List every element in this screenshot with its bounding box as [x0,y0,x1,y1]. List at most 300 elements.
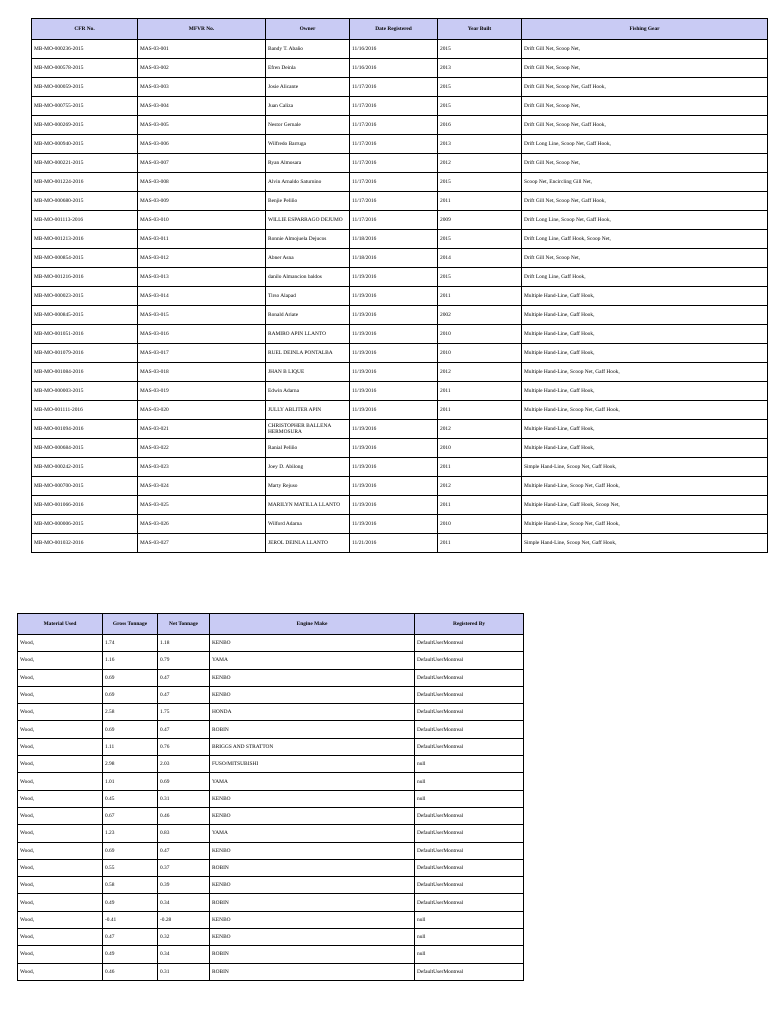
net-tonnage-cell: 0.83 [158,825,210,842]
engine-make-cell: HONDA [210,704,415,721]
date-registered-cell: 11/17/2016 [350,78,438,97]
cfr-no-cell: MB-MO-000755-2015 [32,97,138,116]
registered-by-cell: null [415,911,524,928]
column-header-material-used: Material Used [18,614,103,635]
net-tonnage-cell: 0.39 [158,877,210,894]
gross-tonnage-cell: 2.58 [103,704,158,721]
date-registered-cell: 11/19/2016 [350,515,438,534]
mfvr-no-cell: MAS-03-025 [138,496,266,515]
mfvr-no-cell: MAS-03-022 [138,439,266,458]
mfvr-no-cell: MAS-03-003 [138,78,266,97]
cfr-no-cell: MB-MO-000236-2015 [32,40,138,59]
date-registered-cell: 11/19/2016 [350,477,438,496]
fishing-gear-cell: Drift Gill Net, Scoop Net, [522,40,768,59]
gross-tonnage-cell: 0.49 [103,894,158,911]
registered-by-cell: DefaultUserMontreal [415,635,524,652]
gross-tonnage-cell: 2.98 [103,756,158,773]
gross-tonnage-cell: 1.01 [103,773,158,790]
registered-by-cell: null [415,773,524,790]
engine-make-cell: KENBO [210,911,415,928]
column-header-owner: Owner [266,19,350,40]
engine-make-cell: KENBO [210,929,415,946]
table-row [32,230,768,249]
table-row [32,192,768,211]
fishing-gear-cell: Simple Hand-Line, Scoop Net, Gaff Hook, [522,458,768,477]
net-tonnage-cell: 1.75 [158,704,210,721]
material-used-cell: Wood, [18,894,103,911]
material-used-cell: Wood, [18,704,103,721]
year-built-cell: 2015 [438,230,522,249]
registered-by-cell: null [415,929,524,946]
year-built-cell: 2015 [438,268,522,287]
registered-by-cell: DefaultUserMontreal [415,652,524,669]
registered-by-cell: DefaultUserMontreal [415,669,524,686]
cfr-no-cell: MB-MO-001113-2016 [32,211,138,230]
date-registered-cell: 11/19/2016 [350,325,438,344]
mfvr-no-cell: MAS-03-004 [138,97,266,116]
table-row [18,756,524,773]
mfvr-no-cell: MAS-03-017 [138,344,266,363]
owner-cell: Joey D. Abilong [266,458,350,477]
column-header-fishing-gear: Fishing Gear [522,19,768,40]
cfr-no-cell: MB-MO-000700-2015 [32,477,138,496]
table-row [32,458,768,477]
table-row [32,306,768,325]
mfvr-no-cell: MAS-03-009 [138,192,266,211]
date-registered-cell: 11/17/2016 [350,192,438,211]
owner-cell: Ranial Peliño [266,439,350,458]
owner-cell: Ronnie Almojuela Dejucos [266,230,350,249]
fishing-gear-cell: Multiple Hand-Line, Gaff Hook, [522,382,768,401]
cfr-no-cell: MB-MO-000242-2015 [32,458,138,477]
cfr-no-cell: MB-MO-001084-2016 [32,363,138,382]
year-built-cell: 2011 [438,401,522,420]
registered-by-cell: DefaultUserMontreal [415,859,524,876]
year-built-cell: 2002 [438,306,522,325]
owner-cell: Josie Alicante [266,78,350,97]
table-row [32,268,768,287]
engine-make-cell: KENBO [210,807,415,824]
owner-cell: Edwin Adarna [266,382,350,401]
fishing-gear-cell: Drift Long Line, Gaff Hook, [522,268,768,287]
year-built-cell: 2010 [438,344,522,363]
column-header-gross-tonnage: Gross Tonnage [103,614,158,635]
material-used-cell: Wood, [18,773,103,790]
mfvr-no-cell: MAS-03-008 [138,173,266,192]
owner-cell: CHRISTOPHER BALLENA HERMOSURA [266,420,350,439]
engine-make-cell: KENBO [210,877,415,894]
year-built-cell: 2012 [438,154,522,173]
material-used-cell: Wood, [18,669,103,686]
date-registered-cell: 11/17/2016 [350,135,438,154]
table-row [32,116,768,135]
cfr-no-cell: MB-MO-000578-2015 [32,59,138,78]
cfr-no-cell: MB-MO-001111-2016 [32,401,138,420]
mfvr-no-cell: MAS-03-020 [138,401,266,420]
date-registered-cell: 11/19/2016 [350,363,438,382]
table-row [32,97,768,116]
cfr-no-cell: MB-MO-000854-2015 [32,249,138,268]
registered-by-cell: DefaultUserMontreal [415,721,524,738]
engine-make-cell: ROBIN [210,721,415,738]
table-row [32,515,768,534]
date-registered-cell: 11/19/2016 [350,306,438,325]
material-used-cell: Wood, [18,825,103,842]
year-built-cell: 2014 [438,249,522,268]
owner-cell: Tirso Alapad [266,287,350,306]
table-row [18,963,524,980]
material-used-cell: Wood, [18,842,103,859]
net-tonnage-cell: 0.34 [158,946,210,963]
date-registered-cell: 11/18/2016 [350,249,438,268]
fishing-gear-cell: Drift Long Line, Scoop Net, Gaff Hook, [522,135,768,154]
owner-cell: Bandy T. Abaño [266,40,350,59]
owner-cell: Juan Caliza [266,97,350,116]
material-used-cell: Wood, [18,877,103,894]
column-header-year-built: Year Built [438,19,522,40]
table-row [18,669,524,686]
engine-make-cell: ROBIN [210,946,415,963]
net-tonnage-cell: 0.37 [158,859,210,876]
fishing-gear-cell: Drift Gill Net, Scoop Net, [522,249,768,268]
year-built-cell: 2009 [438,211,522,230]
cfr-no-cell: MB-MO-001051-2016 [32,325,138,344]
year-built-cell: 2010 [438,325,522,344]
table-row [32,401,768,420]
fishing-gear-cell: Drift Gill Net, Scoop Net, [522,97,768,116]
table-row [32,78,768,97]
mfvr-no-cell: MAS-03-010 [138,211,266,230]
column-header-engine-make: Engine Make [210,614,415,635]
cfr-no-cell: MB-MO-000680-2015 [32,192,138,211]
date-registered-cell: 11/19/2016 [350,458,438,477]
table-row [32,382,768,401]
registered-by-cell: DefaultUserMontreal [415,704,524,721]
mfvr-no-cell: MAS-03-019 [138,382,266,401]
fishing-gear-cell: Scoop Net, Encircling Gill Net, [522,173,768,192]
material-used-cell: Wood, [18,738,103,755]
date-registered-cell: 11/19/2016 [350,344,438,363]
registered-by-cell: DefaultUserMontreal [415,738,524,755]
cfr-no-cell: MB-MO-000269-2015 [32,116,138,135]
fishing-gear-cell: Drift Long Line, Scoop Net, Gaff Hook, [522,211,768,230]
column-header-mfvr-no: MFVR No. [138,19,266,40]
table-row [32,211,768,230]
date-registered-cell: 11/21/2016 [350,534,438,553]
fishing-gear-cell: Multiple Hand-Line, Gaff Hook, [522,325,768,344]
table-row [32,477,768,496]
mfvr-no-cell: MAS-03-016 [138,325,266,344]
net-tonnage-cell: 0.31 [158,790,210,807]
date-registered-cell: 11/16/2016 [350,59,438,78]
gross-tonnage-cell: 0.69 [103,686,158,703]
material-used-cell: Wood, [18,963,103,980]
net-tonnage-cell: 0.47 [158,842,210,859]
engine-make-cell: ROBIN [210,859,415,876]
owner-cell: Benjie Peliño [266,192,350,211]
table-row [32,420,768,439]
fishing-gear-cell: Multiple Hand-Line, Scoop Net, Gaff Hook, [522,363,768,382]
registered-by-cell: null [415,756,524,773]
table-row [32,154,768,173]
owner-cell: Ronald Ariate [266,306,350,325]
fishing-gear-cell: Drift Gill Net, Scoop Net, [522,59,768,78]
gross-tonnage-cell: 0.69 [103,721,158,738]
table-header-row [32,19,768,40]
date-registered-cell: 11/17/2016 [350,211,438,230]
cfr-no-cell: MB-MO-000006-2015 [32,515,138,534]
fishing-gear-cell: Multiple Hand-Line, Scoop Net, Gaff Hook, [522,477,768,496]
mfvr-no-cell: MAS-03-011 [138,230,266,249]
material-used-cell: Wood, [18,911,103,928]
engine-make-cell: BRIGGS AND STRATTON [210,738,415,755]
mfvr-no-cell: MAS-03-002 [138,59,266,78]
material-used-cell: Wood, [18,721,103,738]
year-built-cell: 2012 [438,363,522,382]
owner-cell: RAMIRO APIN LLANTO [266,325,350,344]
year-built-cell: 2012 [438,477,522,496]
cfr-no-cell: MB-MO-000059-2015 [32,78,138,97]
year-built-cell: 2013 [438,59,522,78]
fishing-gear-cell: Multiple Hand-Line, Gaff Hook, [522,306,768,325]
table-row [18,635,524,652]
mfvr-no-cell: MAS-03-027 [138,534,266,553]
date-registered-cell: 11/19/2016 [350,439,438,458]
date-registered-cell: 11/19/2016 [350,287,438,306]
year-built-cell: 2010 [438,515,522,534]
material-used-cell: Wood, [18,635,103,652]
owner-cell: JHAN B LIQUE [266,363,350,382]
net-tonnage-cell: 0.47 [158,721,210,738]
table-row [18,946,524,963]
date-registered-cell: 11/19/2016 [350,401,438,420]
table-row [32,59,768,78]
table-row [18,721,524,738]
registered-by-cell: null [415,790,524,807]
table-row [18,790,524,807]
table-row [18,738,524,755]
engine-make-cell: YAMA [210,652,415,669]
column-header-date-registered: Date Registered [350,19,438,40]
table-row [18,825,524,842]
cfr-no-cell: MB-MO-000845-2015 [32,306,138,325]
mfvr-no-cell: MAS-03-005 [138,116,266,135]
mfvr-no-cell: MAS-03-014 [138,287,266,306]
table-row [18,652,524,669]
engine-make-cell: KENBO [210,635,415,652]
gross-tonnage-cell: 0.69 [103,842,158,859]
date-registered-cell: 11/16/2016 [350,40,438,59]
table-row [32,173,768,192]
gross-tonnage-cell: 0.45 [103,790,158,807]
gross-tonnage-cell: 1.11 [103,738,158,755]
table-row [18,929,524,946]
column-header-registered-by: Registered By [415,614,524,635]
table-row [32,496,768,515]
table-row [18,842,524,859]
fishing-gear-cell: Multiple Hand-Line, Gaff Hook, [522,287,768,306]
net-tonnage-cell: 0.76 [158,738,210,755]
year-built-cell: 2011 [438,458,522,477]
fishing-gear-cell: Multiple Hand-Line, Gaff Hook, [522,344,768,363]
engine-make-cell: KENBO [210,790,415,807]
owner-cell: MARILYN MATILLA LLANTO [266,496,350,515]
table-row [18,859,524,876]
fishing-gear-cell: Multiple Hand-Line, Gaff Hook, [522,439,768,458]
table-row [18,911,524,928]
table-row [32,534,768,553]
cfr-no-cell: MB-MO-001213-2016 [32,230,138,249]
gross-tonnage-cell: 1.16 [103,652,158,669]
engine-make-cell: YAMA [210,825,415,842]
engine-make-cell: KENBO [210,669,415,686]
material-used-cell: Wood, [18,929,103,946]
engine-make-cell: ROBIN [210,963,415,980]
net-tonnage-cell: 0.46 [158,807,210,824]
table-row [18,686,524,703]
table-row [32,439,768,458]
engine-make-cell: YAMA [210,773,415,790]
material-used-cell: Wood, [18,859,103,876]
table-row [18,894,524,911]
vessel-specs-table [17,613,524,981]
cfr-no-cell: MB-MO-001032-2016 [32,534,138,553]
year-built-cell: 2011 [438,287,522,306]
registered-by-cell: DefaultUserMontreal [415,825,524,842]
year-built-cell: 2015 [438,40,522,59]
gross-tonnage-cell: 0.55 [103,859,158,876]
mfvr-no-cell: MAS-03-015 [138,306,266,325]
owner-cell: Efren Deinla [266,59,350,78]
mfvr-no-cell: MAS-03-024 [138,477,266,496]
year-built-cell: 2010 [438,439,522,458]
material-used-cell: Wood, [18,686,103,703]
fishing-gear-cell: Multiple Hand-Line, Gaff Hook, [522,420,768,439]
year-built-cell: 2015 [438,97,522,116]
mfvr-no-cell: MAS-03-012 [138,249,266,268]
fishing-gear-cell: Drift Gill Net, Scoop Net, [522,154,768,173]
cfr-no-cell: MB-MO-001224-2016 [32,173,138,192]
gross-tonnage-cell: 0.69 [103,669,158,686]
year-built-cell: 2011 [438,534,522,553]
cfr-no-cell: MB-MO-001066-2016 [32,496,138,515]
owner-cell: Wilford Adarna [266,515,350,534]
net-tonnage-cell: 2.03 [158,756,210,773]
gross-tonnage-cell: 0.67 [103,807,158,824]
date-registered-cell: 11/18/2016 [350,230,438,249]
cfr-no-cell: MB-MO-000684-2015 [32,439,138,458]
table-row [32,40,768,59]
owner-cell: RUEL DEINLA PONTALBA [266,344,350,363]
table-row [18,877,524,894]
gross-tonnage-cell: 0.47 [103,929,158,946]
registered-by-cell: DefaultUserMontreal [415,686,524,703]
year-built-cell: 2016 [438,116,522,135]
table-row [32,344,768,363]
fishing-gear-cell: Simple Hand-Line, Scoop Net, Gaff Hook, [522,534,768,553]
net-tonnage-cell: 0.69 [158,773,210,790]
owner-cell: danilo Almancion baldos [266,268,350,287]
date-registered-cell: 11/17/2016 [350,97,438,116]
owner-cell: Ryan Almosara [266,154,350,173]
registered-by-cell: DefaultUserMontreal [415,842,524,859]
net-tonnage-cell: 0.47 [158,686,210,703]
mfvr-no-cell: MAS-03-013 [138,268,266,287]
mfvr-no-cell: MAS-03-023 [138,458,266,477]
mfvr-no-cell: MAS-03-006 [138,135,266,154]
table-row [32,287,768,306]
year-built-cell: 2011 [438,496,522,515]
date-registered-cell: 11/19/2016 [350,268,438,287]
net-tonnage-cell: 0.31 [158,963,210,980]
registered-by-cell: DefaultUserMontreal [415,807,524,824]
owner-cell: JULLY ABLITER APIN [266,401,350,420]
year-built-cell: 2013 [438,135,522,154]
year-built-cell: 2011 [438,192,522,211]
fishing-gear-cell: Multiple Hand-Line, Scoop Net, Gaff Hook, [522,401,768,420]
owner-cell: WILLIE ESPARRAGO DEJUMO [266,211,350,230]
owner-cell: Nestor Gernale [266,116,350,135]
column-header-net-tonnage: Net Tonnage [158,614,210,635]
gross-tonnage-cell: 1.23 [103,825,158,842]
net-tonnage-cell: 0.79 [158,652,210,669]
registered-by-cell: DefaultUserMontreal [415,894,524,911]
cfr-no-cell: MB-MO-000003-2015 [32,382,138,401]
material-used-cell: Wood, [18,790,103,807]
fishing-gear-cell: Drift Gill Net, Scoop Net, Gaff Hook, [522,116,768,135]
cfr-no-cell: MB-MO-000221-2015 [32,154,138,173]
net-tonnage-cell: 0.34 [158,894,210,911]
owner-cell: Alvin Arnaldo Saturnino [266,173,350,192]
owner-cell: Marty Rejuso [266,477,350,496]
net-tonnage-cell: 0.32 [158,929,210,946]
table-row [18,807,524,824]
mfvr-no-cell: MAS-03-018 [138,363,266,382]
table-row [18,773,524,790]
table-row [32,249,768,268]
gross-tonnage-cell: 0.46 [103,963,158,980]
fishing-gear-cell: Multiple Hand-Line, Scoop Net, Gaff Hook, [522,515,768,534]
date-registered-cell: 11/17/2016 [350,173,438,192]
date-registered-cell: 11/17/2016 [350,154,438,173]
owner-cell: JEROL DEINLA LLANTO [266,534,350,553]
year-built-cell: 2012 [438,420,522,439]
table-header-row [18,614,524,635]
table-row [32,363,768,382]
mfvr-no-cell: MAS-03-026 [138,515,266,534]
net-tonnage-cell: -0.28 [158,911,210,928]
fishing-gear-cell: Drift Gill Net, Scoop Net, Gaff Hook, [522,192,768,211]
table-row [32,325,768,344]
engine-make-cell: ROBIN [210,894,415,911]
vessel-registry-table [31,18,768,553]
engine-make-cell: KENBO [210,842,415,859]
column-header-cfr-no: CFR No. [32,19,138,40]
material-used-cell: Wood, [18,946,103,963]
date-registered-cell: 11/19/2016 [350,496,438,515]
cfr-no-cell: MB-MO-001094-2016 [32,420,138,439]
cfr-no-cell: MB-MO-000940-2015 [32,135,138,154]
date-registered-cell: 11/17/2016 [350,116,438,135]
net-tonnage-cell: 0.47 [158,669,210,686]
material-used-cell: Wood, [18,652,103,669]
registered-by-cell: null [415,946,524,963]
net-tonnage-cell: 1.18 [158,635,210,652]
cfr-no-cell: MB-MO-000023-2015 [32,287,138,306]
registered-by-cell: DefaultUserMontreal [415,877,524,894]
year-built-cell: 2015 [438,173,522,192]
gross-tonnage-cell: -0.41 [103,911,158,928]
